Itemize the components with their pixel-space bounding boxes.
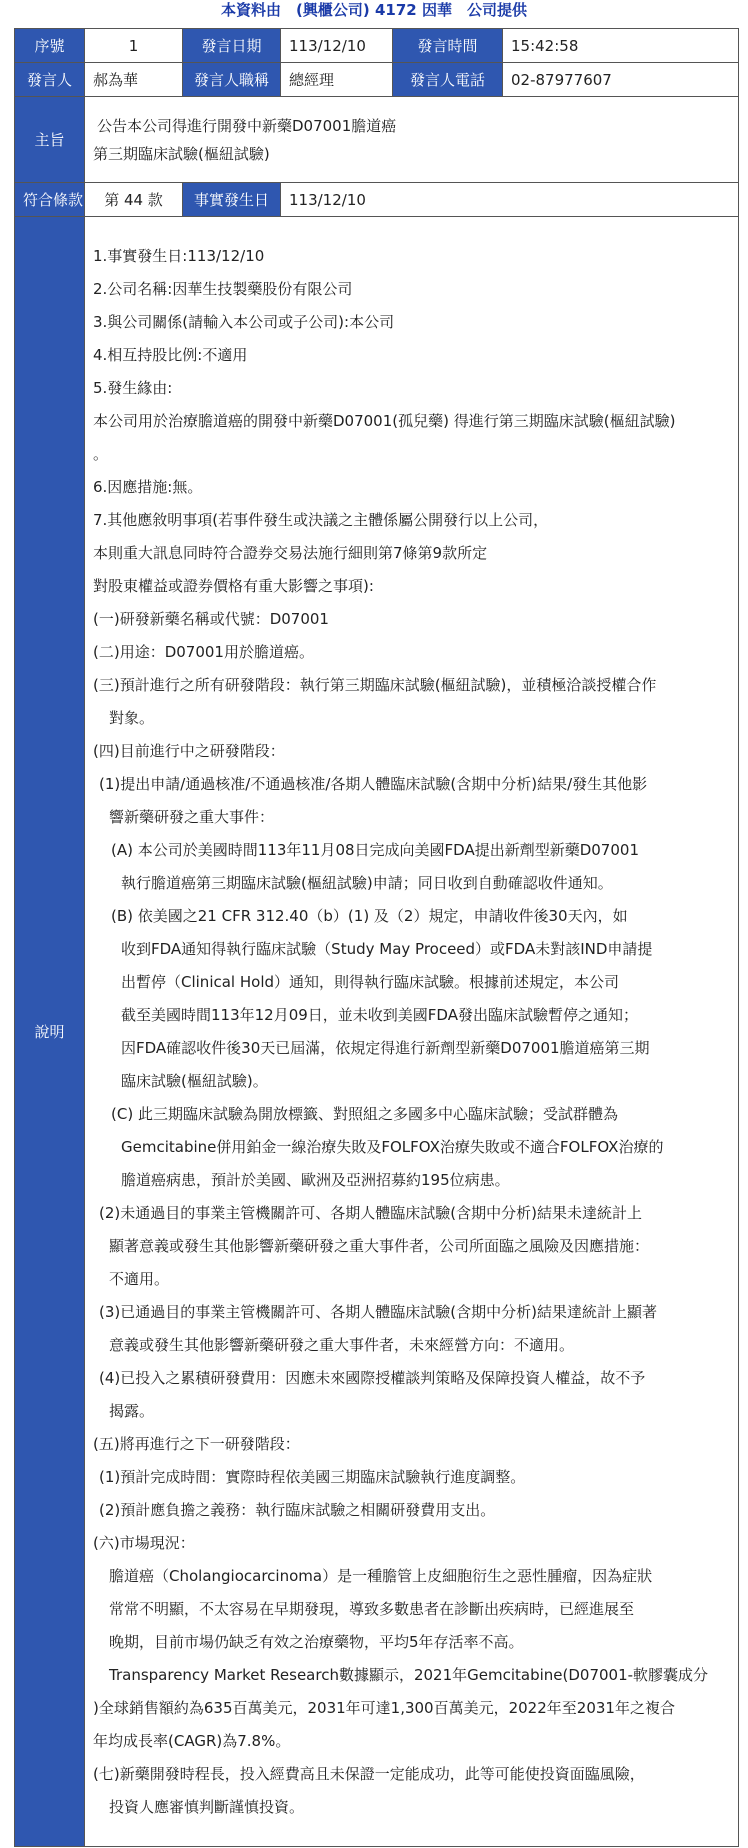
event-date-label: 事實發生日 (183, 183, 281, 217)
description-line: )全球銷售額約為635百萬美元，2031年可達1,300百萬美元，2022年至2031年之複合 (93, 1698, 675, 1717)
description-line: (A) 本公司於美國時間113年11月08日完成向美國FDA提出新劑型新藥D07001 (111, 840, 639, 859)
description-line: (4)已投入之累積研發費用：因應未來國際授權談判策略及保障投資人權益，故不予 (99, 1368, 646, 1387)
description-line: 截至美國時間113年12月09日，並未收到美國FDA發出臨床試驗暫停之通知； (121, 1005, 638, 1024)
description-line: (C) 此三期臨床試驗為開放標籤、對照組之多國多中心臨床試驗；受試群體為 (111, 1104, 618, 1123)
description-line: 1.事實發生日:113/12/10 (93, 246, 265, 265)
description-line: 4.相互持股比例:不適用 (93, 345, 248, 364)
description-line: 晚期，目前市場仍缺乏有效之治療藥物，平均5年存活率不高。 (109, 1632, 524, 1651)
description-line: 7.其他應敘明事項(若事件發生或決議之主體係屬公開發行以上公司， (93, 510, 549, 529)
time-label: 發言時間 (393, 29, 503, 63)
description-line: 常常不明顯，不太容易在早期發現，導致多數患者在診斷出疾病時，已經進展至 (109, 1599, 635, 1618)
description-line: (四)目前進行中之研發階段： (93, 741, 285, 760)
description-line: 本則重大訊息同時符合證券交易法施行細則第7條第9款所定 (93, 543, 488, 562)
date-value: 113/12/10 (281, 29, 393, 63)
description-line: (3)已通過目的事業主管機關許可、各期人體臨床試驗(含期中分析)結果達統計上顯著 (99, 1302, 657, 1321)
speaker-value: 郝為華 (85, 63, 183, 97)
subject-label: 主旨 (15, 97, 85, 183)
description-line: (B) 依美國之21 CFR 312.40（b）(1) 及（2）規定，申請收件後30天內，如 (111, 906, 628, 925)
description-line: Transparency Market Research數據顯示，2021年Gemcitabine(D07001-軟膠囊成分 (109, 1665, 709, 1684)
source-line: 本資料由 (興櫃公司) 4172 因華 公司提供 (221, 1, 527, 19)
description-line: (二)用途：D07001用於膽道癌。 (93, 642, 314, 661)
description-line: (2)預計應負擔之義務：執行臨床試驗之相關研發費用支出。 (99, 1500, 496, 1519)
description-line: 對象。 (109, 708, 155, 727)
row-description (15, 217, 739, 1847)
subject-value (85, 97, 739, 183)
seq-label: 序號 (15, 29, 85, 63)
row-subject (15, 97, 739, 183)
clause-label: 符合條款 (15, 183, 85, 217)
description-line: Gemcitabine併用鉑金一線治療失敗及FOLFOX治療失敗或不適合FOLFOX治療的 (121, 1137, 664, 1156)
description-line: 收到FDA通知得執行臨床試驗（Study May Proceed）或FDA未對該IND申請提 (121, 939, 653, 958)
description-line: 年均成長率(CAGR)為7.8%。 (93, 1731, 291, 1750)
row-clause (15, 183, 739, 217)
phone-value: 02-87977607 (503, 63, 739, 97)
description-line: 。 (93, 444, 109, 463)
speaker-title-label: 發言人職稱 (183, 63, 281, 97)
clause-value: 第 44 款 (85, 183, 183, 217)
speaker-title-value: 總經理 (281, 63, 393, 97)
description-line: 對股東權益或證券價格有重大影響之事項): (93, 576, 374, 595)
speaker-label: 發言人 (15, 63, 85, 97)
description-line: 執行膽道癌第三期臨床試驗(樞紐試驗)申請；同日收到自動確認收件通知。 (121, 873, 613, 892)
description-line: 臨床試驗(樞紐試驗)。 (121, 1071, 268, 1090)
description-line: 出暫停（Clinical Hold）通知，則得執行臨床試驗。根據前述規定，本公司 (121, 972, 620, 991)
row-meta-2 (15, 63, 739, 97)
description-line: (一)研發新藥名稱或代號：D07001 (93, 609, 329, 628)
description-line: (七)新藥開發時程長，投入經費高且未保證一定能成功，此等可能使投資面臨風險， (93, 1764, 645, 1783)
description-line: (1)提出申請/通過核准/不通過核准/各期人體臨床試驗(含期中分析)結果/發生其他影 (99, 774, 648, 793)
description-line: 意義或發生其他影響新藥研發之重大事件者，未來經營方向：不適用。 (109, 1335, 575, 1354)
seq-value: 1 (85, 29, 183, 63)
announcement-table (14, 28, 739, 1847)
description-line: (2)未通過目的事業主管機關許可、各期人體臨床試驗(含期中分析)結果未達統計上 (99, 1203, 642, 1222)
description-line: 揭露。 (109, 1401, 155, 1420)
subject-line-1: 公告本公司得進行開發中新藥D07001膽道癌 (97, 116, 397, 135)
description-line: (五)將再進行之下一研發階段： (93, 1434, 300, 1453)
description-line: 5.發生緣由: (93, 378, 173, 397)
description-line: 不適用。 (109, 1269, 170, 1288)
description-line: 響新藥研發之重大事件： (109, 807, 275, 826)
description-line: 因FDA確認收件後30天已屆滿，依規定得進行新劑型新藥D07001膽道癌第三期 (121, 1038, 650, 1057)
description-line: 本公司用於治療膽道癌的開發中新藥D07001(孤兒藥) 得進行第三期臨床試驗(樞紐試驗) (93, 411, 676, 430)
description-line: 投資人應審慎判斷謹慎投資。 (109, 1797, 305, 1816)
description-body (85, 217, 739, 1847)
description-line: (六)市場現況： (93, 1533, 195, 1552)
description-line: 顯著意義或發生其他影響新藥研發之重大事件者，公司所面臨之風險及因應措施： (109, 1236, 650, 1255)
phone-label: 發言人電話 (393, 63, 503, 97)
subject-line-2: 第三期臨床試驗(樞紐試驗) (93, 144, 270, 163)
description-line: 2.公司名稱:因華生技製藥股份有限公司 (93, 279, 353, 298)
row-meta-1 (15, 29, 739, 63)
description-line: 3.與公司關係(請輸入本公司或子公司):本公司 (93, 312, 395, 331)
time-value: 15:42:58 (503, 29, 739, 63)
description-line: (1)預計完成時間：實際時程依美國三期臨床試驗執行進度調整。 (99, 1467, 526, 1486)
description-line: (三)預計進行之所有研發階段：執行第三期臨床試驗(樞紐試驗)，並積極洽談授權合作 (93, 675, 657, 694)
event-date-value: 113/12/10 (281, 183, 739, 217)
description-line: 膽道癌病患，預計於美國、歐洲及亞洲招募約195位病患。 (121, 1170, 510, 1189)
description-line: 膽道癌（Cholangiocarcinoma）是一種膽管上皮細胞衍生之惡性腫瘤，因為症狀 (109, 1566, 653, 1585)
description-label: 說明 (15, 217, 85, 1847)
description-line: 6.因應措施:無。 (93, 477, 203, 496)
date-label: 發言日期 (183, 29, 281, 63)
